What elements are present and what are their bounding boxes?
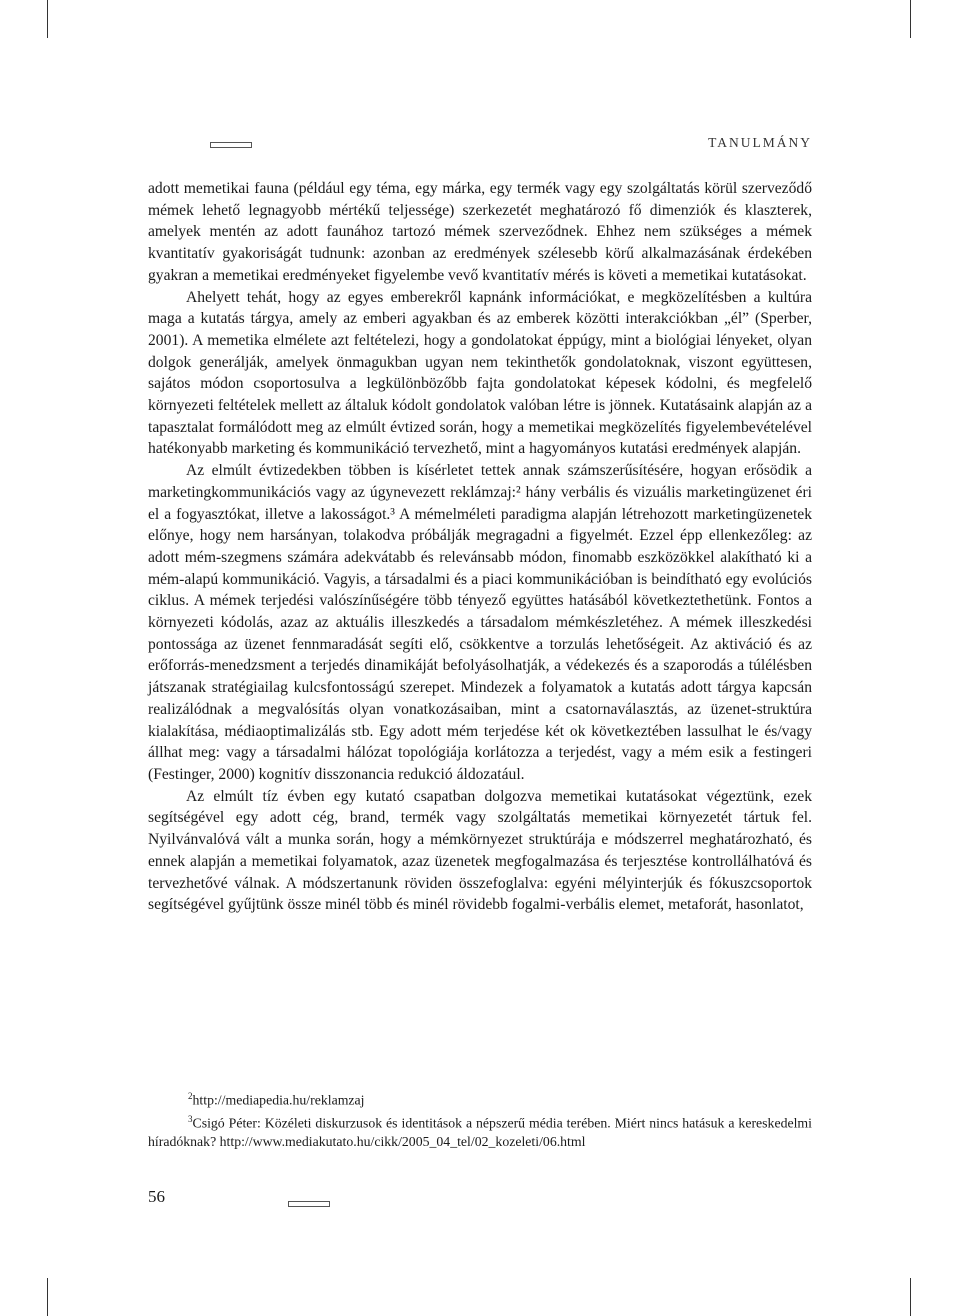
article-body [148, 178, 812, 916]
footnote-number: 2 [188, 1091, 193, 1101]
paragraph: Az elmúlt évtizedekben többen is kísérletet tettek annak számszerűsítésére, hogyan erősödik a marketingkommunikációs vagy az úgynevezett reklámzaj:² hány verbális és vizuális marketingüzenet éri el a fogyasztókat, illetve a lakosságot.³ A mémelméleti paradigma alapján létrehozott marketingüzenetek előnye, hogy nem harsányan, tolakodva próbálják megragadni a figyelmét. Ezzel épp ellenkezőleg: az adott mém-szegmens számára adekvátabb és relevánsabb módon, finomabb eszközökkel alakítható ki a mém-alapú kommunikáció. Vagyis, a társadalmi és a piaci kommunikációban is beindítható egy evolúciós ciklus. A mémek terjedési valószínűségére több tényező együttes hatásából következtethetünk. Fontos a környezeti kódolás, azaz az aktuális illeszkedés a társadalom mémkészletéhez. A mémek illeszkedési pontossága az üzenet fennmaradását segíti elő, csökkentve a torzulás lehetőségeit. Az aktiváció és az erőforrás-menedzsment a terjedés dinamikáját befolyásolhatják, a védekezés és a szaporodás a túlélésben játszanak stratégiailag kulcsfontosságú szerepet. Mindezek a folyamatok a kutatás adott tárgya kapcsán realizálódnak a megvalósítás olyan vonatkozásaiban, mint a csatornaválasztás, az üzenet-struktúra kialakítása, médiaoptimalizálás stb. Egy adott mém terjedése két ok következtében lassulhat le és/vagy állhat meg: vagy a társadalmi hálózat topológiája korlátozza a terjedést, vagy a mém esik a festingeri (Festinger, 2000) kognitív disszonancia redukció áldozatául. [148, 462, 812, 783]
crop-mark-top-right [910, 0, 911, 38]
section-label: TANULMÁNY [708, 135, 812, 150]
paragraph: adott memetikai fauna (például egy téma, egy márka, egy termék vagy egy szolgáltatás körül szerveződő mémek lehető legnagyobb mértékű teljessége) szerkezetét meghatározó fő dimenziók és klaszterek, amelyek mentén az adott faunához tartozó mémek szerveződnek. Ehhez nem szükséges a mémek kvantitatív gyakoriságát tudnunk: azonban az eredmények szélesebb körű alkalmazásának érdekében gyakran a memetikai eredményeket figyelembe vevő kvantitatív mérés is követi a memetikai kutatásokat. [148, 180, 812, 284]
paragraph: Ahelyett tehát, hogy az egyes emberekről kapnánk információkat, e megközelítésben a kultúra maga a kutatás tárgya, amely az emberi agyakban és az emberek közötti interakciókban „él” (Sperber, 2001). A memetika elmélete azt feltételezi, hogy a gondolatokat éppúgy, mint a biológiai lényeket, olyan dolgok generálják, amelyek önmagukban ugyan nem tekinthetők gondolatoknak, viszont együttesen, sajátos módon csoportosulva a legkülönbözőbb fajta gondolatokat képesek kódolni, és megfelelő környezeti feltételek mellett az általuk kódolt gondolatok valóban létre is jönnek. Kutatásaink alapján az a tapasztalat formálódott meg az elmúlt évtized során, hogy a memetikai megközelítés figyelembevételével hatékonyabb marketing és kommunikáció tervezhető, mint a hagyományos kutatási eredmények alapján. [148, 288, 812, 458]
footnote [148, 1087, 812, 1110]
footnotes [148, 1087, 812, 1151]
footer-marker [288, 1201, 330, 1207]
footnote-text: Csigó Péter: Közéleti diskurzusok és identitások a népszerű média terében. Miért nincs hatásuk a kereskedelmi híradóknak? http://www.mediakutato.hu/cikk/2005_04_tel/02_kozeleti/06.html [148, 1115, 812, 1150]
footnote-text: http://mediapedia.hu/reklamzaj [192, 1092, 365, 1108]
footnote [148, 1110, 812, 1152]
crop-mark-top-left [47, 0, 48, 38]
crop-mark-bottom-left [47, 1278, 48, 1316]
footnote-number: 3 [188, 1113, 193, 1124]
page-number: 56 [148, 1187, 165, 1206]
header-marker [210, 142, 252, 148]
crop-mark-bottom-right [910, 1278, 911, 1316]
paragraph: Az elmúlt tíz évben egy kutató csapatban dolgozva memetikai kutatásokat végeztünk, ezek segítségével egy adott cég, brand, termék vagy szolgáltatás memetikai környezetét tártuk fel. Nyilvánvalóvá vált a munka során, hogy a mémkörnyezet struktúrája e módszerrel meghatározható, és ennek alapján a memetikai folyamatok, azaz üzenetek megfogalmazása és terjesztése kontrollálhatóvá és tervezhetővé válnak. A módszertanunk röviden összefoglalva: egyéni mélyinterjúk és fókuszcsoportok segítségével gyűjtünk össze minél több és minél rövidebb fogalmi-verbális elemet, metaforát, hasonlatot, [148, 787, 812, 914]
